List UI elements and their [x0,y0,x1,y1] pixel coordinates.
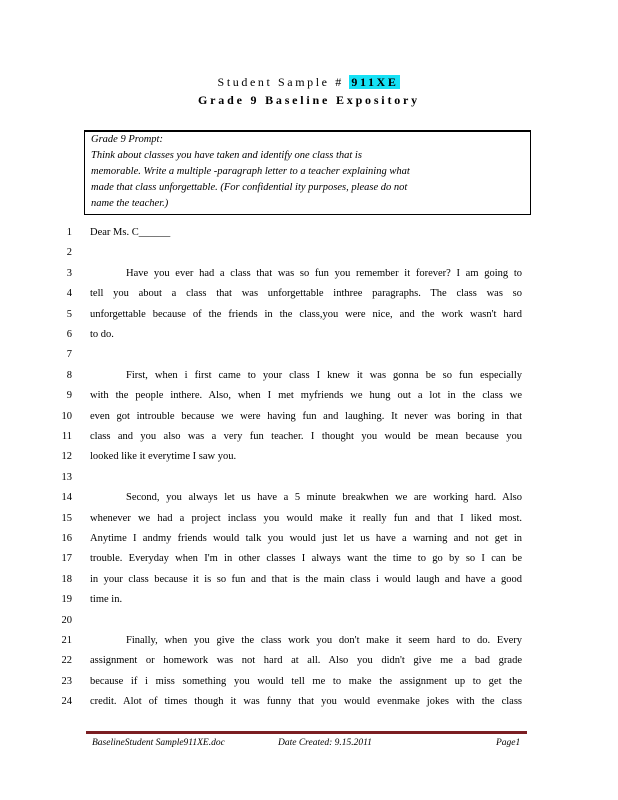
body-line [0,553,618,573]
body-line [0,329,618,349]
line-text: credit. Alot of times though it was funny that you would evenmake jokes with the class [90,696,522,708]
line-number: 12 [61,451,72,463]
body-line [0,615,618,635]
body-line [0,349,618,369]
body-line [0,513,618,533]
line-number: 22 [61,655,72,667]
body-line [0,594,618,614]
body-line [0,655,618,675]
line-number: 13 [61,471,72,483]
body-line [0,411,618,431]
body-line [0,635,618,655]
body-line [0,227,618,247]
line-text: looked like it everytime I saw you. [90,451,237,463]
body-line [0,472,618,492]
line-text: because if i miss something you would tell me to make the assignment up to get the [90,675,522,687]
footer-filename: BaselineStudent Sample911XE.doc [92,738,225,748]
line-text: to do. [90,329,114,340]
line-text: Anytime I andmy friends would talk you would just let us have a warning and not get in [90,533,522,544]
footer-date: Date Created: 9.15.2011 [278,738,372,748]
line-number: 11 [61,431,72,442]
line-number: 24 [61,696,72,708]
footer-divider [86,731,527,734]
body-line [0,247,618,267]
line-text: First, when i first came to your class I knew it was gonna be so fun especially [126,369,522,381]
body-line [0,431,618,451]
line-text: even got introuble because we were having fun and laughing. It never was boring in that [90,410,522,422]
line-number: 17 [61,553,72,565]
body-line [0,370,618,390]
body-line [0,288,618,308]
body-line [0,696,618,716]
line-number: 7 [66,349,72,361]
body-line [0,309,618,329]
line-number: 23 [61,675,72,687]
line-number: 21 [61,635,72,646]
prompt-line: Think about classes you have taken and identify one class that is [91,150,362,161]
line-number: 10 [61,410,72,422]
line-number: 2 [66,247,72,259]
line-number: 18 [61,573,72,585]
document-title [0,75,618,90]
line-text: whenever we had a project inclass you would make it really fun and that I liked most. [90,512,522,524]
prompt-line: Grade 9 Prompt: [91,134,163,145]
line-text: unforgettable because of the friends in the class,you were nice, and the work wasn't hard [90,308,522,320]
line-number: 14 [61,492,72,504]
line-number: 15 [61,512,72,524]
line-number: 8 [66,369,72,381]
title-prefix: Student Sample # [217,75,344,89]
line-number: 16 [61,533,72,544]
body-line [0,492,618,512]
prompt-box [84,130,531,215]
line-number: 3 [66,267,72,279]
line-text: time in. [90,594,123,606]
line-text: assignment or homework was not hard at all. Also you didn't give me a bad grade [90,655,522,667]
line-text: trouble. Everyday when I'm in other classes I always want the time to go by so I can be [90,553,522,565]
body-line [0,533,618,553]
prompt-line: made that class unforgettable. (For confidential ity purposes, please do not [91,182,408,193]
document-subtitle: Grade 9 Baseline Expository [198,93,420,107]
line-number: 4 [66,288,72,300]
line-number: 20 [61,614,72,626]
line-text: Dear Ms. C______ [90,227,171,238]
line-text: in your class because it is so fun and that is the main class i would laugh and have a good [90,573,522,585]
line-text: Finally, when you give the class work you don't make it seem hard to do. Every [126,635,522,646]
body-line [0,390,618,410]
footer-page-number: Page1 [496,738,521,748]
line-number: 9 [66,390,72,402]
line-text: tell you about a class that was unforgettable inthree paragraphs. The class was so [90,288,522,300]
line-number: 5 [66,308,72,320]
line-text: class and you also was a very fun teacher. I thought you would be mean because you [90,431,522,442]
body-line [0,676,618,696]
line-number: 19 [61,594,72,606]
sample-id-highlight: 911XE [351,75,399,89]
body-line [0,268,618,288]
prompt-line: name the teacher.) [91,198,169,209]
line-text: with the people inthere. Also, when I met myfriends we hung out a lot in the class we [90,390,522,402]
line-number: 1 [66,227,72,238]
line-text: Second, you always let us have a 5 minute breakwhen we are working hard. Also [126,492,522,504]
line-text: Have you ever had a class that was so fun you remember it forever? I am going to [126,267,522,279]
body-line [0,574,618,594]
prompt-line: memorable. Write a multiple -paragraph letter to a teacher explaining what [91,166,410,177]
body-line [0,451,618,471]
line-number: 6 [66,329,72,340]
